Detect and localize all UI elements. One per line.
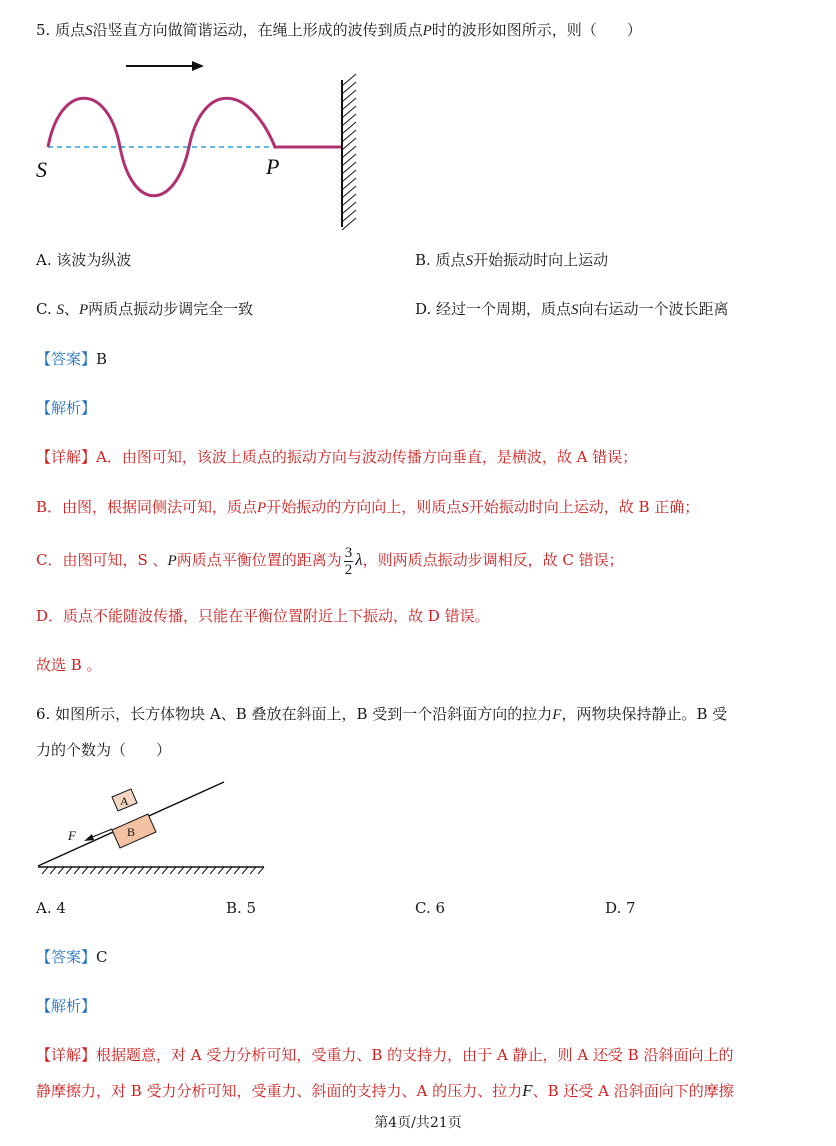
q6-option-a: A. 4	[36, 899, 66, 917]
q5-number: 5.	[36, 21, 51, 39]
arrow-head-icon	[192, 61, 204, 71]
ground-hatching	[42, 867, 264, 874]
q6-incline-figure	[34, 774, 270, 878]
q5-conclusion: 故选 B 。	[36, 656, 102, 674]
label-A: A	[120, 794, 129, 808]
q5-detail-b: B．由图，根据同侧法可知，质点P开始振动的方向向上，则质点S开始振动时向上运动，故 B 正确；	[36, 498, 700, 516]
force-arrow-head-icon	[84, 834, 94, 841]
q6-detail-line2: 静摩擦力，对 B 受力分析可知，受重力、斜面的支持力、A 的压力、拉力F、B 还受 A 沿斜面向下的摩擦	[36, 1081, 734, 1100]
q6-option-c: C. 6	[415, 899, 446, 917]
wall-hatching	[342, 74, 356, 230]
q5-detail-a: 【详解】A．由图可知，该波上质点的振动方向与波动传播方向垂直，是横波，故 A 错误；	[36, 448, 638, 466]
q5-option-a: A. 该波为纵波	[36, 251, 132, 269]
q6-stem-line1: 6. 如图所示，长方体物块 A、B 叠放在斜面上，B 受到一个沿斜面方向的拉力F，两物块保持静止。B 受	[36, 705, 728, 723]
q5-option-c: C. S、P两质点振动步调完全一致	[36, 300, 254, 318]
label-S: S	[36, 157, 47, 182]
fraction-three-halves: $\frac{3}{2}$	[344, 544, 353, 578]
q5-detail-c: C．由图可知，S 、P两质点平衡位置的距离为 $\frac{3}{2}$ λ，则两质点振动步调相反，故 C 错误；	[36, 544, 624, 578]
q6-answer: 【答案】C	[36, 948, 108, 966]
page-footer: 第4页/共21页	[374, 1115, 462, 1131]
q5-wave-figure	[30, 52, 370, 237]
q5-answer: 【答案】B	[36, 350, 108, 368]
q5-detail-d: D．质点不能随波传播，只能在平衡位置附近上下振动，故 D 错误。	[36, 607, 490, 625]
q6-option-d: D. 7	[605, 899, 636, 917]
q6-analysis-tag: 【解析】	[36, 997, 97, 1015]
q5-analysis-tag: 【解析】	[36, 399, 97, 417]
q6-option-b: B. 5	[226, 899, 257, 917]
q6-stem-line2: 力的个数为（ ）	[36, 741, 172, 759]
label-B: B	[127, 825, 136, 839]
label-F: F	[68, 828, 76, 843]
q6-number: 6.	[36, 705, 51, 723]
q6-detail-line1: 【详解】根据题意，对 A 受力分析可知，受重力、B 的支持力，由于 A 静止，则 A 还受 B 沿斜面向上的	[36, 1046, 734, 1064]
q5-option-d: D. 经过一个周期，质点S向右运动一个波长距离	[415, 300, 729, 318]
label-P: P	[266, 154, 280, 179]
q5-option-b: B. 质点S开始振动时向上运动	[415, 251, 609, 269]
q5-stem: 5. 质点S沿竖直方向做简谐运动，在绳上形成的波传到质点P时的波形如图所示，则（ ）	[36, 21, 642, 39]
